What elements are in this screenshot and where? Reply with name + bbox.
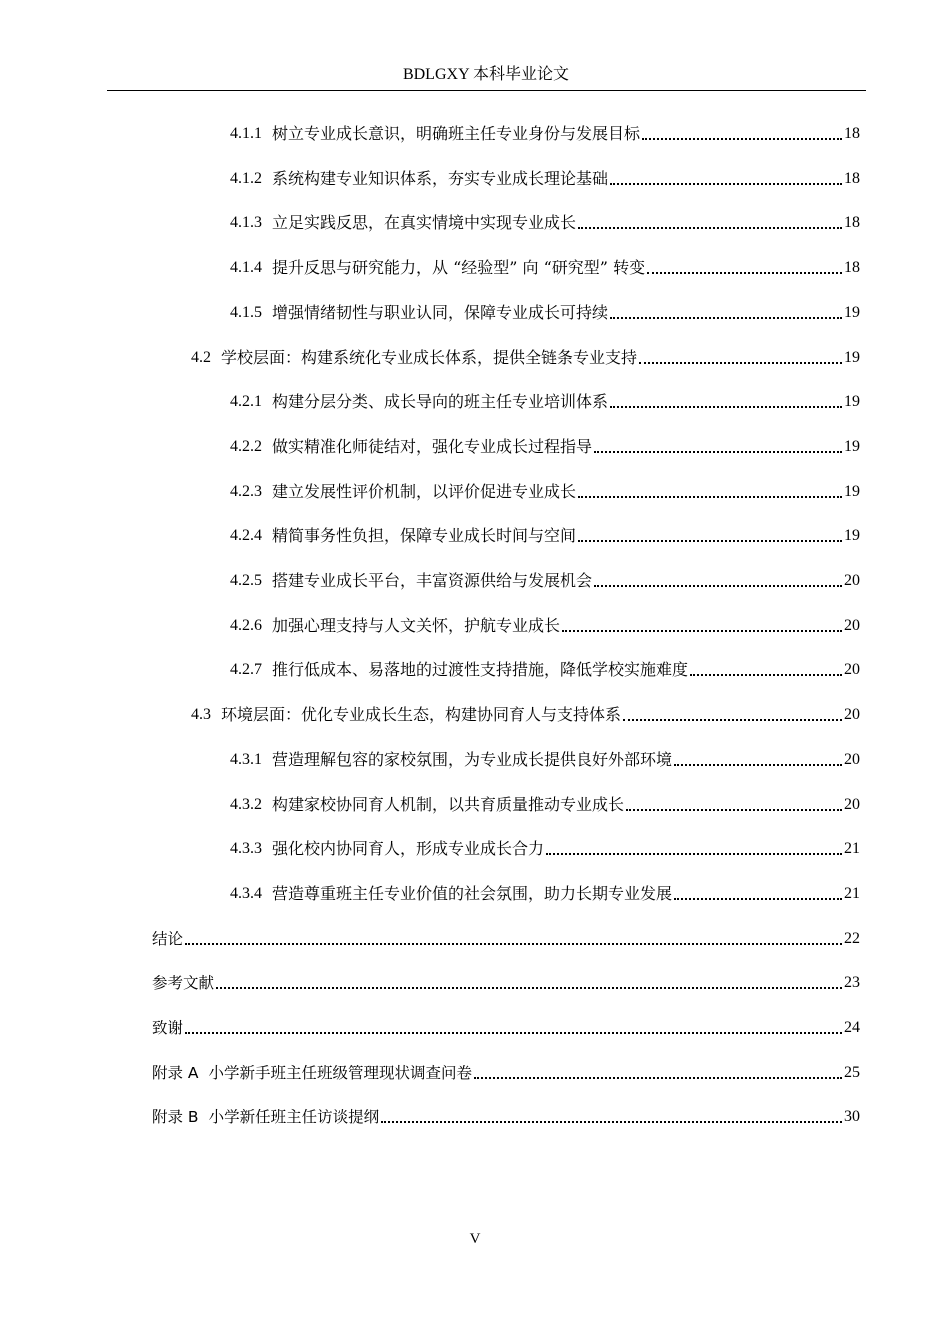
toc-entry-title: 立足实践反思，在真实情境中实现专业成长 xyxy=(272,213,577,232)
toc-dot-leader xyxy=(578,496,842,498)
toc-dot-leader xyxy=(562,630,842,632)
toc-entry[interactable] xyxy=(230,210,860,234)
toc-entry-title: 提升反思与研究能力，从 “经验型” 向 “研究型” 转变 xyxy=(272,258,646,277)
toc-entry[interactable] xyxy=(191,702,860,726)
toc-dot-leader xyxy=(674,898,842,900)
toc-entry[interactable] xyxy=(230,747,860,771)
toc-entry-title: 强化校内协同育人，形成专业成长合力 xyxy=(272,839,545,858)
toc-entry[interactable] xyxy=(230,255,860,279)
toc-entry-page: 21 xyxy=(844,885,860,902)
toc-entry-number: 4.2.2 xyxy=(230,438,262,455)
toc-entry-title: 学校层面：构建系统化专业成长体系，提供全链条专业支持 xyxy=(221,348,638,367)
toc-entry-number: 4.3 xyxy=(191,706,211,723)
toc-dot-leader xyxy=(642,138,842,140)
toc-dot-leader xyxy=(690,674,842,676)
toc-dot-leader xyxy=(623,719,842,721)
toc-entry[interactable] xyxy=(230,613,860,637)
toc-entry-number: 4.2.1 xyxy=(230,393,262,410)
toc-entry-page: 19 xyxy=(844,483,860,500)
toc-entry-number: 4.3.1 xyxy=(230,751,262,768)
toc-dot-leader xyxy=(185,1032,842,1034)
toc-entry-page: 18 xyxy=(844,214,860,231)
toc-entry[interactable] xyxy=(191,345,860,369)
toc-entry-title: 搭建专业成长平台，丰富资源供给与发展机会 xyxy=(272,571,593,590)
toc-entry[interactable] xyxy=(230,300,860,324)
toc-entry[interactable] xyxy=(152,926,860,950)
toc-dot-leader xyxy=(216,987,842,989)
toc-entry[interactable] xyxy=(230,121,860,145)
toc-dot-leader xyxy=(546,853,842,855)
toc-entry-number: 4.2.4 xyxy=(230,527,262,544)
toc-entry-page: 19 xyxy=(844,438,860,455)
toc-entry-title: 树立专业成长意识，明确班主任专业身份与发展目标 xyxy=(272,124,641,143)
toc-dot-leader xyxy=(474,1077,842,1079)
toc-entry-page: 23 xyxy=(844,974,860,991)
toc-entry-page: 18 xyxy=(844,259,860,276)
toc-entry[interactable] xyxy=(230,836,860,860)
toc-entry-number: 4.3.4 xyxy=(230,885,262,902)
toc-entry-page: 20 xyxy=(844,796,860,813)
toc-dot-leader xyxy=(594,451,842,453)
page-number: V xyxy=(469,1231,481,1247)
toc-entry[interactable] xyxy=(152,1060,860,1084)
toc-entry-title: 推行低成本、易落地的过渡性支持措施，降低学校实施难度 xyxy=(272,660,689,679)
toc-entry-title: 做实精准化师徒结对，强化专业成长过程指导 xyxy=(272,437,593,456)
toc-entry-number: 4.2 xyxy=(191,349,211,366)
toc-entry-page: 20 xyxy=(844,751,860,768)
toc-entry-number: 4.2.3 xyxy=(230,483,262,500)
toc-entry-title: 加强心理支持与人文关怀，护航专业成长 xyxy=(272,616,561,635)
toc-entry-title: 建立发展性评价机制，以评价促进专业成长 xyxy=(272,482,577,501)
toc-dot-leader xyxy=(610,183,842,185)
toc-entry[interactable] xyxy=(152,970,860,994)
toc-entry-number: 4.1.4 xyxy=(230,259,262,276)
toc-entry[interactable] xyxy=(152,1104,860,1128)
toc-entry-number: 4.1.3 xyxy=(230,214,262,231)
toc-entry[interactable] xyxy=(230,881,860,905)
toc-entry-number: 4.3.2 xyxy=(230,796,262,813)
toc-entry[interactable] xyxy=(230,166,860,190)
toc-entry-page: 20 xyxy=(844,617,860,634)
toc-dot-leader xyxy=(185,943,842,945)
toc-entry-page: 18 xyxy=(844,170,860,187)
toc-dot-leader xyxy=(594,585,842,587)
toc-entry-page: 21 xyxy=(844,840,860,857)
toc-entry-number: 4.2.7 xyxy=(230,661,262,678)
toc-dot-leader xyxy=(647,272,842,274)
toc-entry-page: 20 xyxy=(844,706,860,723)
toc-dot-leader xyxy=(381,1121,842,1123)
toc-entry-page: 30 xyxy=(844,1108,860,1125)
running-header: BDLGXY 本科毕业论文 xyxy=(402,66,570,83)
toc-entry-page: 24 xyxy=(844,1019,860,1036)
toc-entry[interactable] xyxy=(230,792,860,816)
toc-dot-leader xyxy=(610,406,842,408)
toc-entry[interactable] xyxy=(152,1015,860,1039)
toc-entry-page: 20 xyxy=(844,572,860,589)
toc-entry-page: 25 xyxy=(844,1064,860,1081)
toc-dot-leader xyxy=(578,227,842,229)
toc-entry-title: 精简事务性负担，保障专业成长时间与空间 xyxy=(272,526,577,545)
toc-entry-title: 小学新任班主任访谈提纲 xyxy=(208,1108,380,1126)
toc-entry[interactable] xyxy=(230,389,860,413)
toc-dot-leader xyxy=(578,540,842,542)
toc-dot-leader xyxy=(674,764,842,766)
toc-entry[interactable] xyxy=(230,657,860,681)
toc-entry-title: 营造理解包容的家校氛围，为专业成长提供良好外部环境 xyxy=(272,750,673,769)
toc-entry-title: 结论 xyxy=(152,930,184,948)
toc-entry[interactable] xyxy=(230,479,860,503)
toc-entry-number: 4.1.5 xyxy=(230,304,262,321)
toc-dot-leader xyxy=(610,317,842,319)
toc-entry-page: 19 xyxy=(844,304,860,321)
toc-entry-number: 4.1.1 xyxy=(230,125,262,142)
toc-entry-page: 20 xyxy=(844,661,860,678)
toc-entry-title: 系统构建专业知识体系，夯实专业成长理论基础 xyxy=(272,169,609,188)
toc-entry-number: 附录 B xyxy=(152,1108,199,1126)
toc-entry-title: 营造尊重班主任专业价值的社会氛围，助力长期专业发展 xyxy=(272,884,673,903)
toc-entry-page: 19 xyxy=(844,393,860,410)
toc-entry-title: 增强情绪韧性与职业认同，保障专业成长可持续 xyxy=(272,303,609,322)
toc-entry-number: 4.1.2 xyxy=(230,170,262,187)
toc-entry-title: 环境层面：优化专业成长生态，构建协同育人与支持体系 xyxy=(221,705,622,724)
toc-entry-page: 18 xyxy=(844,125,860,142)
toc-entry-title: 参考文献 xyxy=(152,974,215,992)
toc-entry-title: 小学新手班主任班级管理现状调查问卷 xyxy=(208,1064,473,1082)
toc-entry[interactable] xyxy=(230,434,860,458)
toc-entry-title: 致谢 xyxy=(152,1019,184,1037)
toc-entry-number: 附录 A xyxy=(152,1064,199,1082)
toc-entry-title: 构建家校协同育人机制，以共育质量推动专业成长 xyxy=(272,795,625,814)
toc-dot-leader xyxy=(626,809,842,811)
toc-entry-page: 19 xyxy=(844,349,860,366)
toc-entry-title: 构建分层分类、成长导向的班主任专业培训体系 xyxy=(272,392,609,411)
toc-entry-page: 22 xyxy=(844,930,860,947)
toc-entry[interactable] xyxy=(230,523,860,547)
toc-dot-leader xyxy=(639,362,842,364)
toc-entry-number: 4.3.3 xyxy=(230,840,262,857)
toc-entry[interactable] xyxy=(230,568,860,592)
toc-entry-number: 4.2.5 xyxy=(230,572,262,589)
toc-entry-number: 4.2.6 xyxy=(230,617,262,634)
toc-entry-page: 19 xyxy=(844,527,860,544)
